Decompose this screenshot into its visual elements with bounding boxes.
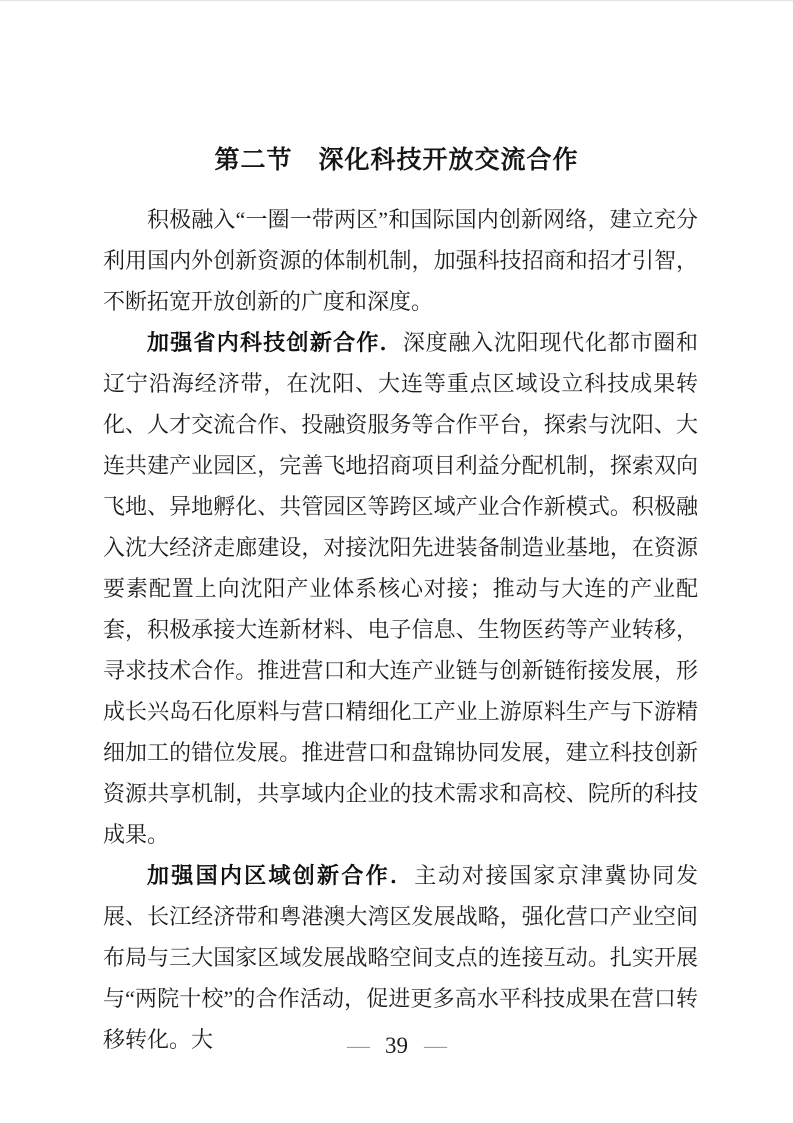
paragraph-lead: 加强国内区域创新合作． — [147, 863, 415, 888]
paragraph — [103, 322, 698, 855]
page-number: 39 — [385, 1033, 408, 1058]
paragraph-text: 主动对接国家京津冀协同发展、长江经济带和粤港澳大湾区发展战略，强化营口产业空间布局与三大国家区域发展战略空间支点的连接互动。扎实开展与“两院十校”的合作活动，促进更多高水平科技成果在营口转移转化。大 — [103, 863, 699, 1052]
page-number-dash-right: — — [424, 1033, 446, 1058]
paragraph-text: 积极融入“一圈一带两区”和国际国内创新网络，建立充分利用国内外创新资源的体制机制，加强科技招商和招才引智，不断拓宽开放创新的广度和深度。 — [103, 207, 698, 314]
document-body — [103, 199, 698, 1060]
page-number-dash-left: — — [347, 1033, 369, 1058]
section-title: 第二节 深化科技开放交流合作 — [214, 147, 579, 174]
paragraph-lead: 加强省内科技创新合作． — [147, 330, 403, 355]
paragraph-text: 深度融入沈阳现代化都市圈和辽宁沿海经济带，在沈阳、大连等重点区域设立科技成果转化、人才交流合作、投融资服务等合作平台，探索与沈阳、大连共建产业园区，完善飞地招商项目利益分配机制，探索双向飞地、异地孵化、共管园区等跨区域产业合作新模式。积极融入沈大经济走廊建设，对接沈阳先进装备制造业基地，在资源要素配置上向沈阳产业体系核心对接；推动与大连的产业配套，积极承接大连新材料、电子信息、生物医药等产业转移，寻求技术合作。推进营口和大连产业链与创新链衔接发展，形成长兴岛石化原料与营口精细化工产业上游原料生产与下游精细加工的错位发展。推进营口和盘锦协同发展，建立科技创新资源共享机制，共享域内企业的技术需求和高校、院所的科技成果。 — [103, 330, 698, 847]
paragraph — [103, 199, 698, 322]
page-footer — [0, 1029, 793, 1063]
